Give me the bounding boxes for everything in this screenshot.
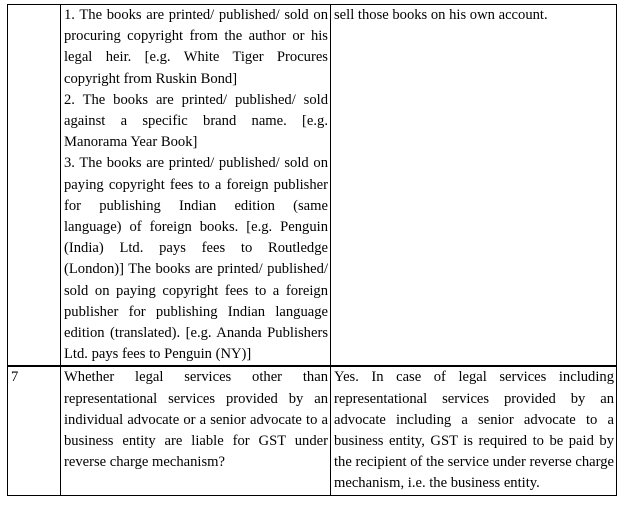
question-paragraph-1: 1. The books are printed/ published/ sold on procuring copyright from the author or his legal heir. [e.g. White Tiger Procures copyright from Ruskin Bond] bbox=[64, 7, 328, 87]
question-cell: Whether legal services other than representational services provided by an individual advocate or a senior advocate to a business entity are liable for GST under reverse charge mechanism? bbox=[61, 366, 331, 495]
question-paragraph-3: 3. The books are printed/ published/ sold on paying copyright fees to a foreign publisher for publishing Indian edition (same language) of foreign books. [e.g. Penguin (India) Ltd. pays fees to Routledge (London)] The books are printed/ published/ sold on paying copyright fees to a foreign publisher for publishing Indian language edition (translated). [e.g. Ananda Publishers Ltd. pays fees to Penguin (NY)] bbox=[64, 155, 328, 363]
answer-cell: Yes. In case of legal services including representational services provided by an advocate including a senior advocate to a business entity, GST is required to be paid by the recipient of the service under reverse charge mechanism, i.e. the business entity. bbox=[331, 366, 617, 495]
question-paragraph-2: 2. The books are printed/ published/ sold against a specific brand name. [e.g. Manorama Year Book] bbox=[64, 91, 328, 151]
answer-cell: sell those books on his own account. bbox=[331, 5, 617, 367]
faq-table bbox=[7, 4, 617, 496]
table-row bbox=[8, 5, 617, 367]
serial-number-cell: 7 bbox=[8, 366, 61, 495]
serial-number-cell bbox=[8, 5, 61, 367]
table-row bbox=[8, 366, 617, 495]
question-cell bbox=[61, 5, 331, 367]
